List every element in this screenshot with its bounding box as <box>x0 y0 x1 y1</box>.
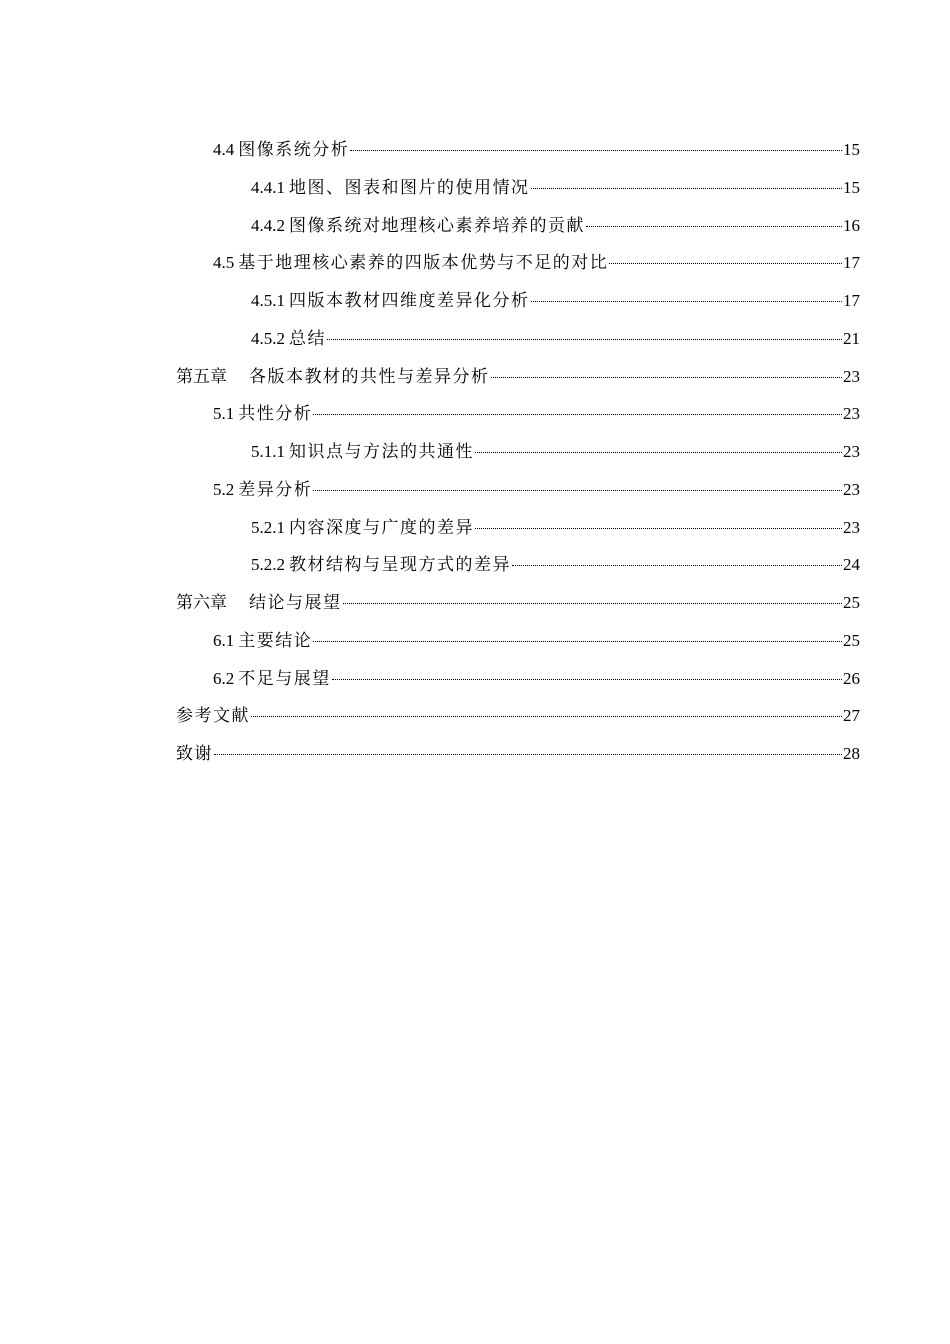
toc-entry-page: 25 <box>843 630 860 650</box>
toc-dot-leader <box>343 603 843 604</box>
toc-dot-leader <box>313 641 842 642</box>
toc-entry-page: 15 <box>843 140 860 159</box>
toc-entry-title: 参考文献 <box>176 706 250 726</box>
toc-dot-leader <box>327 339 842 340</box>
toc-entry[interactable] <box>176 622 860 660</box>
toc-entry-title: 总结 <box>289 328 326 348</box>
toc-entry[interactable] <box>176 395 860 433</box>
toc-entry-page: 26 <box>843 668 860 688</box>
table-of-contents <box>176 131 860 773</box>
toc-entry-title: 不足与展望 <box>238 668 331 688</box>
toc-entry-page: 23 <box>843 479 860 499</box>
toc-entry-page: 28 <box>843 744 860 763</box>
toc-entry[interactable] <box>176 244 860 282</box>
toc-dot-leader <box>251 716 842 717</box>
toc-entry-number: 6.2 <box>213 668 235 688</box>
toc-entry-number: 4.5 <box>213 253 235 273</box>
toc-entry-page: 17 <box>843 253 860 273</box>
toc-entry-title: 图像系统对地理核心素养培养的贡献 <box>289 215 585 235</box>
toc-entry[interactable] <box>176 546 860 584</box>
toc-entry-chapter[interactable] <box>176 358 860 396</box>
toc-entry[interactable] <box>176 433 860 471</box>
toc-entry-title: 各版本教材的共性与差异分析 <box>249 366 490 386</box>
toc-entry-number: 4.5.1 <box>251 291 285 310</box>
toc-entry-title: 图像系统分析 <box>238 140 350 159</box>
toc-entry-page: 27 <box>843 706 860 726</box>
toc-entry-page: 17 <box>843 291 860 310</box>
toc-dot-leader <box>313 414 842 415</box>
toc-entry[interactable] <box>176 471 860 509</box>
toc-dot-leader <box>531 188 843 189</box>
toc-dot-leader <box>512 565 842 566</box>
toc-entry-title: 教材结构与呈现方式的差异 <box>289 555 511 575</box>
toc-entry-number: 第五章 <box>176 366 227 386</box>
toc-entry-number: 6.1 <box>213 630 235 650</box>
toc-entry-title: 主要结论 <box>238 630 313 650</box>
toc-entry-page: 15 <box>843 177 860 197</box>
toc-entry-title: 四版本教材四维度差异化分析 <box>289 291 530 310</box>
toc-entry-references[interactable] <box>176 697 860 735</box>
toc-entry-page: 21 <box>843 328 860 348</box>
toc-entry-number: 5.1 <box>213 404 235 424</box>
toc-entry-number: 4.4.2 <box>251 215 285 235</box>
toc-entry-number: 5.2.1 <box>251 517 285 537</box>
toc-entry-page: 25 <box>843 593 860 612</box>
toc-entry[interactable] <box>176 509 860 547</box>
toc-entry[interactable] <box>176 131 860 169</box>
toc-dot-leader <box>475 452 842 453</box>
toc-entry-title: 知识点与方法的共通性 <box>289 442 474 461</box>
toc-entry-acknowledgements[interactable] <box>176 735 860 773</box>
toc-entry-number: 4.4 <box>213 140 235 159</box>
toc-dot-leader <box>586 226 842 227</box>
toc-dot-leader <box>332 679 842 680</box>
toc-entry[interactable] <box>176 169 860 207</box>
toc-entry-title: 结论与展望 <box>249 593 342 612</box>
toc-dot-leader <box>313 490 842 491</box>
toc-entry-number: 5.2.2 <box>251 555 285 575</box>
toc-dot-leader <box>350 150 842 151</box>
toc-entry-number: 第六章 <box>176 593 227 612</box>
toc-entry-title: 共性分析 <box>238 404 313 424</box>
toc-entry[interactable] <box>176 660 860 698</box>
toc-entry-title: 差异分析 <box>238 479 313 499</box>
toc-entry-number: 4.5.2 <box>251 328 285 348</box>
toc-dot-leader <box>214 754 842 755</box>
toc-entry-number: 4.4.1 <box>251 177 285 197</box>
toc-entry-page: 24 <box>843 555 860 575</box>
toc-entry-title: 内容深度与广度的差异 <box>289 517 474 537</box>
toc-entry-page: 23 <box>843 366 860 386</box>
toc-dot-leader <box>475 528 842 529</box>
toc-entry-chapter[interactable] <box>176 584 860 622</box>
toc-entry-page: 23 <box>843 442 860 461</box>
toc-entry-title: 致谢 <box>176 744 213 763</box>
toc-dot-leader <box>531 301 843 302</box>
toc-entry-number: 5.2 <box>213 479 235 499</box>
toc-entry-page: 23 <box>843 517 860 537</box>
toc-dot-leader <box>491 377 843 378</box>
toc-entry-page: 23 <box>843 404 860 424</box>
toc-entry-title: 地图、图表和图片的使用情况 <box>289 177 530 197</box>
toc-dot-leader <box>609 263 842 264</box>
toc-entry-page: 16 <box>843 215 860 235</box>
toc-entry-number: 5.1.1 <box>251 442 285 461</box>
toc-entry[interactable] <box>176 207 860 245</box>
toc-entry[interactable] <box>176 320 860 358</box>
toc-entry[interactable] <box>176 282 860 320</box>
toc-entry-title: 基于地理核心素养的四版本优势与不足的对比 <box>238 253 609 273</box>
